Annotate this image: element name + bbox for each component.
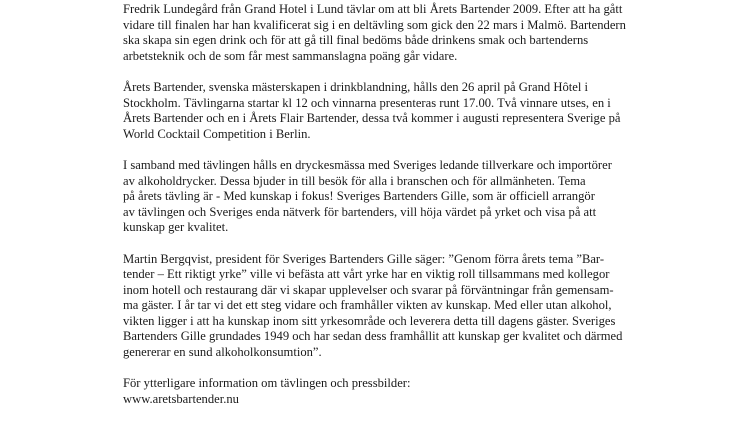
- text-line: ma gäster. I år tar vi det ett steg vidare och framhåller vikten av kunskap. Med eller utan alkohol,: [123, 298, 612, 313]
- text-line: av tävlingen och Sveriges enda nätverk för bartenders, vill höja värdet på yrket och visa på att: [123, 204, 597, 219]
- text-line: arbetsteknik och de som får mest sammanslagna poäng går vidare.: [123, 48, 458, 63]
- paragraph-event: [123, 80, 723, 142]
- text-line: tender – Ett riktigt yrke” ville vi befästa att vårt yrke har en viktig roll tillsammans med kollegor: [123, 267, 610, 282]
- paragraph-quote: [123, 252, 723, 361]
- contact-intro: För ytterligare information om tävlingen och pressbilder:: [123, 376, 411, 391]
- text-line: Fredrik Lundegård från Grand Hotel i Lund tävlar om att bli Årets Bartender 2009. Efter att ha gått: [123, 2, 623, 16]
- text-line: inom hotell och restaurang där vi skapar upplevelser och svarar på förväntningar från gemensam-: [123, 282, 614, 297]
- text-line: Bartenders Gille grundades 1949 och har sedan dess framhållit att kunskap ger kvalitet och därmed: [123, 329, 623, 344]
- paragraph-contact: [123, 376, 723, 407]
- website-link[interactable]: www.aretsbartender.nu: [123, 391, 239, 406]
- text-line: Stockholm. Tävlingarna startar kl 12 och vinnarna presenteras runt 17.00. Två vinnare utses, en i: [123, 95, 611, 110]
- text-line: I samband med tävlingen hålls en dryckesmässa med Sveriges ledande tillverkare och importörer: [123, 157, 612, 172]
- text-line: av alkoholdrycker. Dessa bjuder in till besök för alla i branschen och för allmänheten. Tema: [123, 173, 586, 188]
- text-line: World Cocktail Competition i Berlin.: [123, 126, 311, 141]
- text-line: Årets Bartender och en i Årets Flair Bartender, dessa två kommer i augusti representera Sverige på: [123, 111, 621, 126]
- text-line: ska skapa sin egen drink och för att gå till final bedöms både drinkens smak och bartenderns: [123, 33, 589, 48]
- text-line: kunskap ger kvalitet.: [123, 220, 229, 235]
- text-line: vikten ligger i att ha kunskap inom sitt yrkesområde och leverera detta till dagens gäster. Sveriges: [123, 313, 616, 328]
- text-line: Martin Bergqvist, president för Sveriges Bartenders Gille säger: ”Genom förra årets tema ”Bar-: [123, 251, 605, 266]
- paragraph-intro: [123, 2, 723, 64]
- paragraph-fair: [123, 158, 723, 236]
- text-line: på årets tävling är - Med kunskap i fokus! Sveriges Bartenders Gille, som är officiell arrangör: [123, 189, 595, 204]
- text-line: vidare till finalen har han kvalificerat sig i en deltävling som gick den 22 mars i Malmö. Bartendern: [123, 17, 626, 32]
- text-line: genererar en sund alkoholkonsumtion”.: [123, 345, 322, 360]
- text-line: Årets Bartender, svenska mästerskapen i drinkblandning, hålls den 26 april på Grand Hôtel i: [123, 79, 588, 94]
- document-body: [123, 2, 723, 423]
